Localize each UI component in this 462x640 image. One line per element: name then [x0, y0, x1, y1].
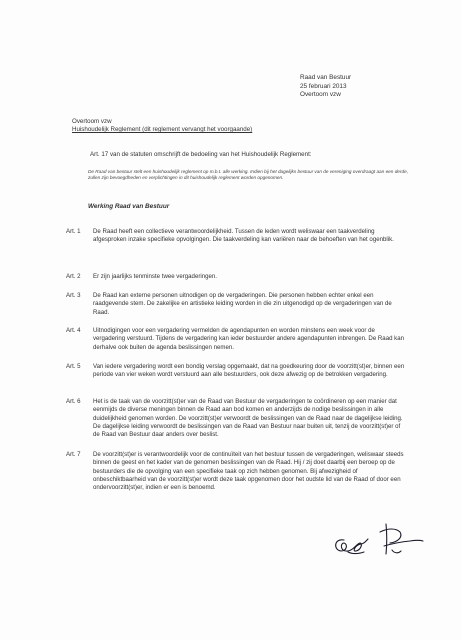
signatures [328, 510, 428, 565]
statutes-reference: Art. 17 van de statuten omschrijft de bedoeling van het Huishoudelijk Reglement: [90, 151, 312, 158]
article-number: Art. 6 [66, 398, 81, 405]
signature-1 [336, 539, 368, 554]
article-text: De voorzitt(st)er is verantwoordelijk voor de continuïteit van het bestuur tussen de vergaderingen, weliswaar steeds binnen de geest en het kader van de genomen beslissingen van de Raad. Hij / zij doet daarbij een beroep op de bestuurders die de opvolging van een specifieke taak op zich hebben genomen. Bij afwezigheid of onbeschiktbaarheid van de voorzitt(st)er wordt deze taak opgenomen door het oudste lid van de Raad of door een ondervoorzitt(st)er, indien er een is benoemd. [93, 451, 404, 492]
document-subtitle: Huishoudelijk Reglement (dit reglement vervangt het voorgaande) [72, 126, 253, 134]
org-name: Overtoom vzw [72, 118, 112, 125]
article-number: Art. 3 [66, 292, 81, 299]
article-number: Art. 5 [66, 363, 81, 370]
document-title-block [72, 118, 252, 135]
article-number: Art. 2 [66, 273, 81, 280]
section-heading: Werking Raad van Bestuur [88, 203, 170, 210]
header-line-org: Overtoom vzw [300, 91, 341, 99]
header-line-date: 25 februari 2013 [300, 82, 347, 90]
letter-header [300, 74, 351, 100]
article-text: De Raad kan externe personen uitnodigen op de vergaderingen. Die personen hebben echter enkel een raadgevende stem. De zakelijke en artistieke leiding worden in die zin uitgenodigd op de vergaderingen van de Raad. [93, 292, 392, 316]
statutes-quote: De Raad van bestuur stelt een huishoudelijk reglement op m.b.t. alle werking. Indien bij het dagelijks bestuur van de vereniging overdraagt aan een derde, zullen zijn bevoegdheden en verplichtingen in dit huishoudelijk reglement worden opgenomen. [88, 169, 408, 181]
article-number: Art. 4 [66, 327, 81, 334]
article-text: Er zijn jaarlijks tenminste twee vergaderingen. [93, 273, 217, 280]
signature-2 [380, 524, 423, 554]
article-number: Art. 1 [66, 228, 81, 235]
article-text: Uitnodigingen voor een vergadering vermelden de agendapunten en worden minstens een week voor de vergadering verstuurd. Tijdens de vergadering kan ieder bestuurder andere agendapunten inbrengen. De Raad kan derhalve ook buiten de agenda beslissingen nemen. [93, 327, 404, 351]
article-text: Van iedere vergadering wordt een bondig verslag opgemaakt, dat na goedkeuring door de voorzitt(st)er, binnen een periode van vier weken wordt verstuurd aan alle bestuurders, ook deze afwezig op de betrokken vergadering. [93, 363, 405, 379]
article-text: De Raad heeft een collectieve verantwoordelijkheid. Tussen de leden wordt weliswaar een taakverdeling afgesproken inzake specifieke opvolgingen. Die taakverdeling kan variëren naar de behoeften van het ogenblik. [93, 228, 394, 244]
article-text: Het is de taak van de voorzitt(st)er van de Raad van Bestuur de vergaderingen te coördineren op een manier dat eenmijds de diverse meningen binnen de Raad aan bod komen en anderzijds de nodige beslissingen in alle duidelijkheid genomen worden. De voorzitt(st)er verwoordt de beslissingen van de Raad naar de dagelijkse leiding. De dagelijkse leiding verwoordt de beslissingen van de Raad van Bestuur naar buiten uit, tenzij de voorzitt(st)er of de Raad van Bestuur daar anders over beslist. [93, 398, 403, 439]
header-line-board: Raad van Bestuur [300, 74, 352, 81]
article-number: Art. 7 [66, 451, 81, 458]
